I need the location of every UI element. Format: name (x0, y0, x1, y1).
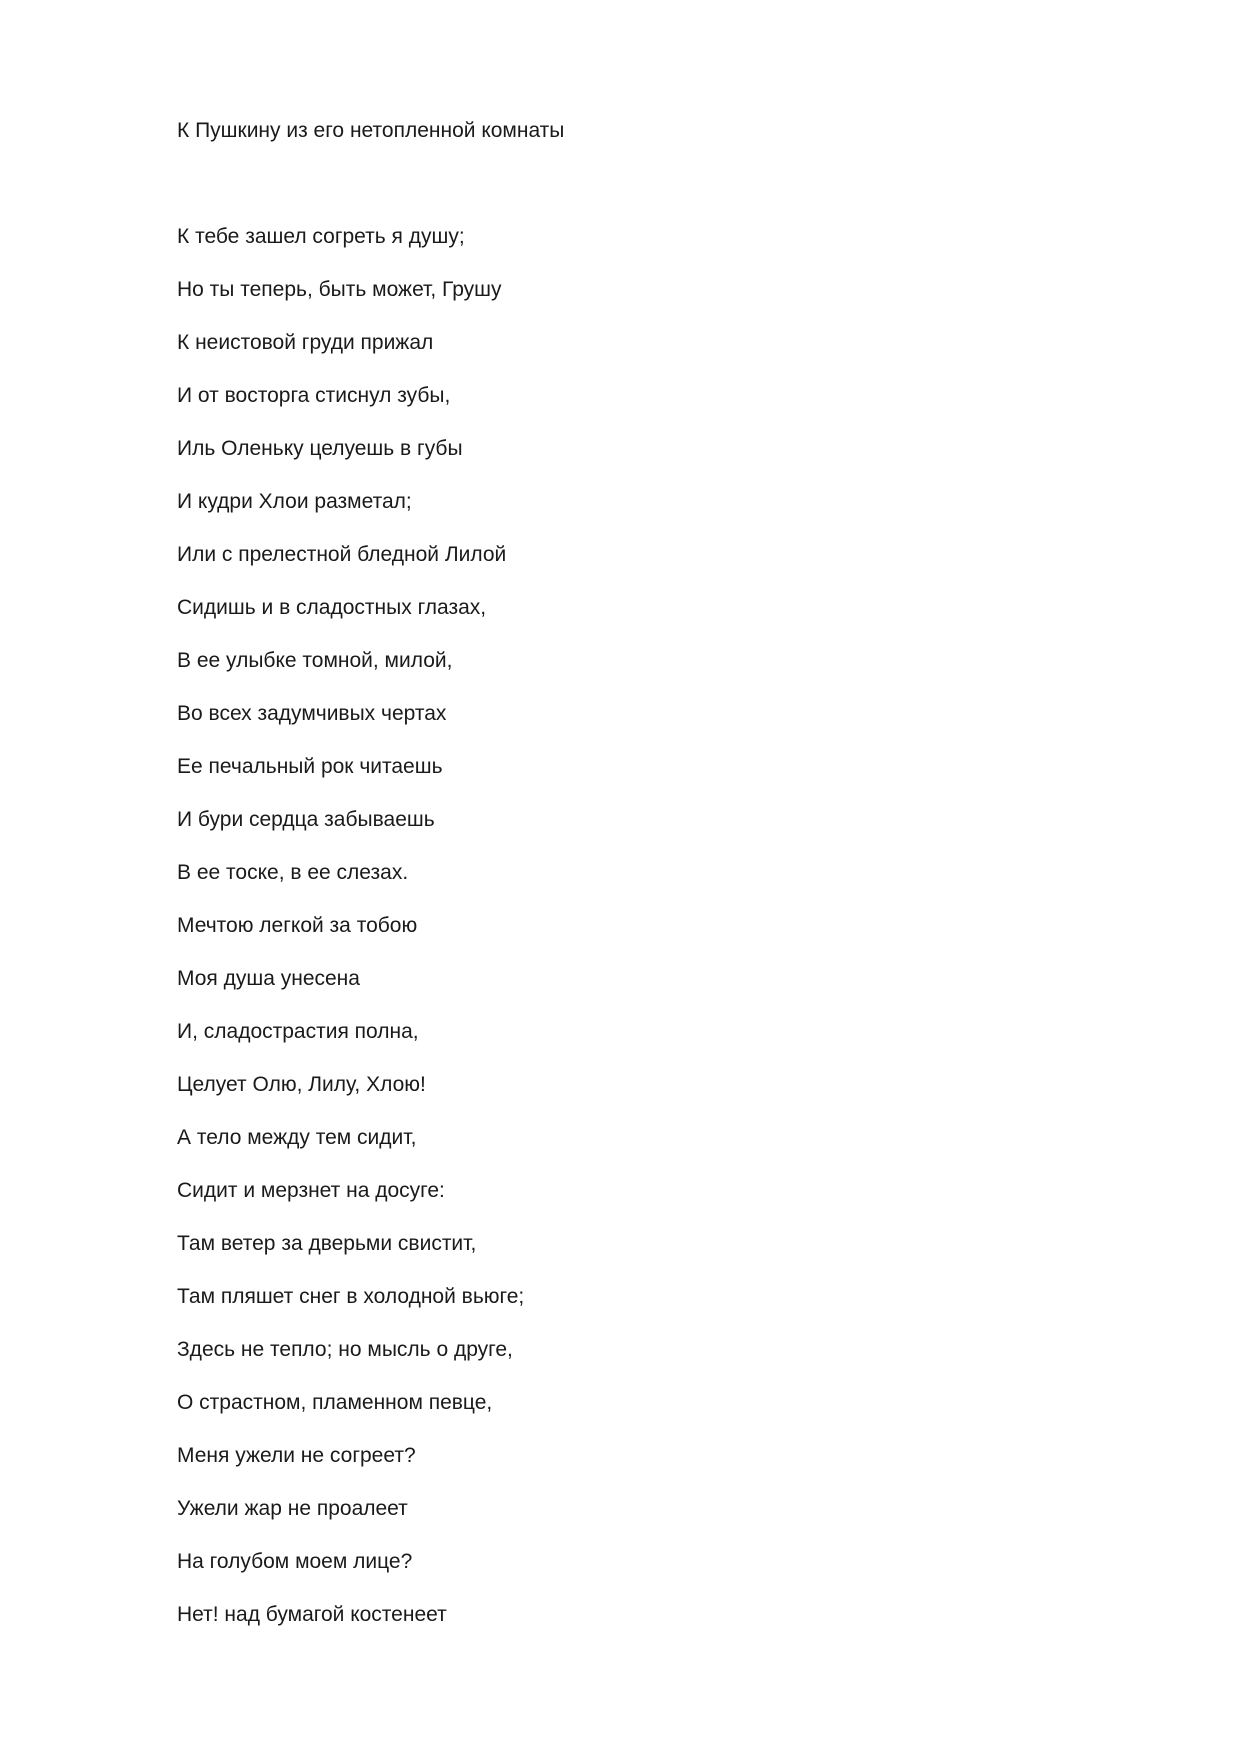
poem-line: В ее тоске, в ее слезах. (177, 861, 409, 884)
poem-line: Меня ужели не согреет? (177, 1444, 416, 1467)
poem-line: Сидит и мерзнет на досуге: (177, 1179, 445, 1202)
poem-line: Ужели жар не проалеет (177, 1497, 408, 1520)
poem-line: Нет! над бумагой костенеет (177, 1603, 447, 1626)
poem-line: К тебе зашел согреть я душу; (177, 225, 465, 248)
poem-line: В ее улыбке томной, милой, (177, 649, 453, 672)
poem-line: Во всех задумчивых чертах (177, 702, 447, 725)
poem-line: Иль Оленьку целуешь в губы (177, 437, 463, 460)
poem-line: А тело между тем сидит, (177, 1126, 417, 1149)
poem-title: К Пушкину из его нетопленной комнаты (177, 119, 565, 142)
poem-line: И от восторга стиснул зубы, (177, 384, 451, 407)
poem-line: Или с прелестной бледной Лилой (177, 543, 507, 566)
poem-line: Там ветер за дверьми свистит, (177, 1232, 477, 1255)
poem-line: И кудри Хлои разметал; (177, 490, 412, 513)
poem-line: К неистовой груди прижал (177, 331, 434, 354)
poem-line: Мечтою легкой за тобою (177, 914, 418, 937)
poem-line: Целует Олю, Лилу, Хлою! (177, 1073, 426, 1096)
poem-body (177, 223, 524, 1654)
poem-line: Там пляшет снег в холодной вьюге; (177, 1285, 525, 1308)
poem-line: О страстном, пламенном певце, (177, 1391, 493, 1414)
poem-line: Ее печальный рок читаешь (177, 755, 443, 778)
poem-line: На голубом моем лице? (177, 1550, 413, 1573)
poem-line: И бури сердца забываешь (177, 808, 435, 831)
poem-line: Здесь не тепло; но мысль о друге, (177, 1338, 513, 1361)
poem-line: И, сладострастия полна, (177, 1020, 419, 1043)
poem-line: Но ты теперь, быть может, Грушу (177, 278, 502, 301)
poem-line: Сидишь и в сладостных глазах, (177, 596, 487, 619)
poem-line: Моя душа унесена (177, 967, 360, 990)
